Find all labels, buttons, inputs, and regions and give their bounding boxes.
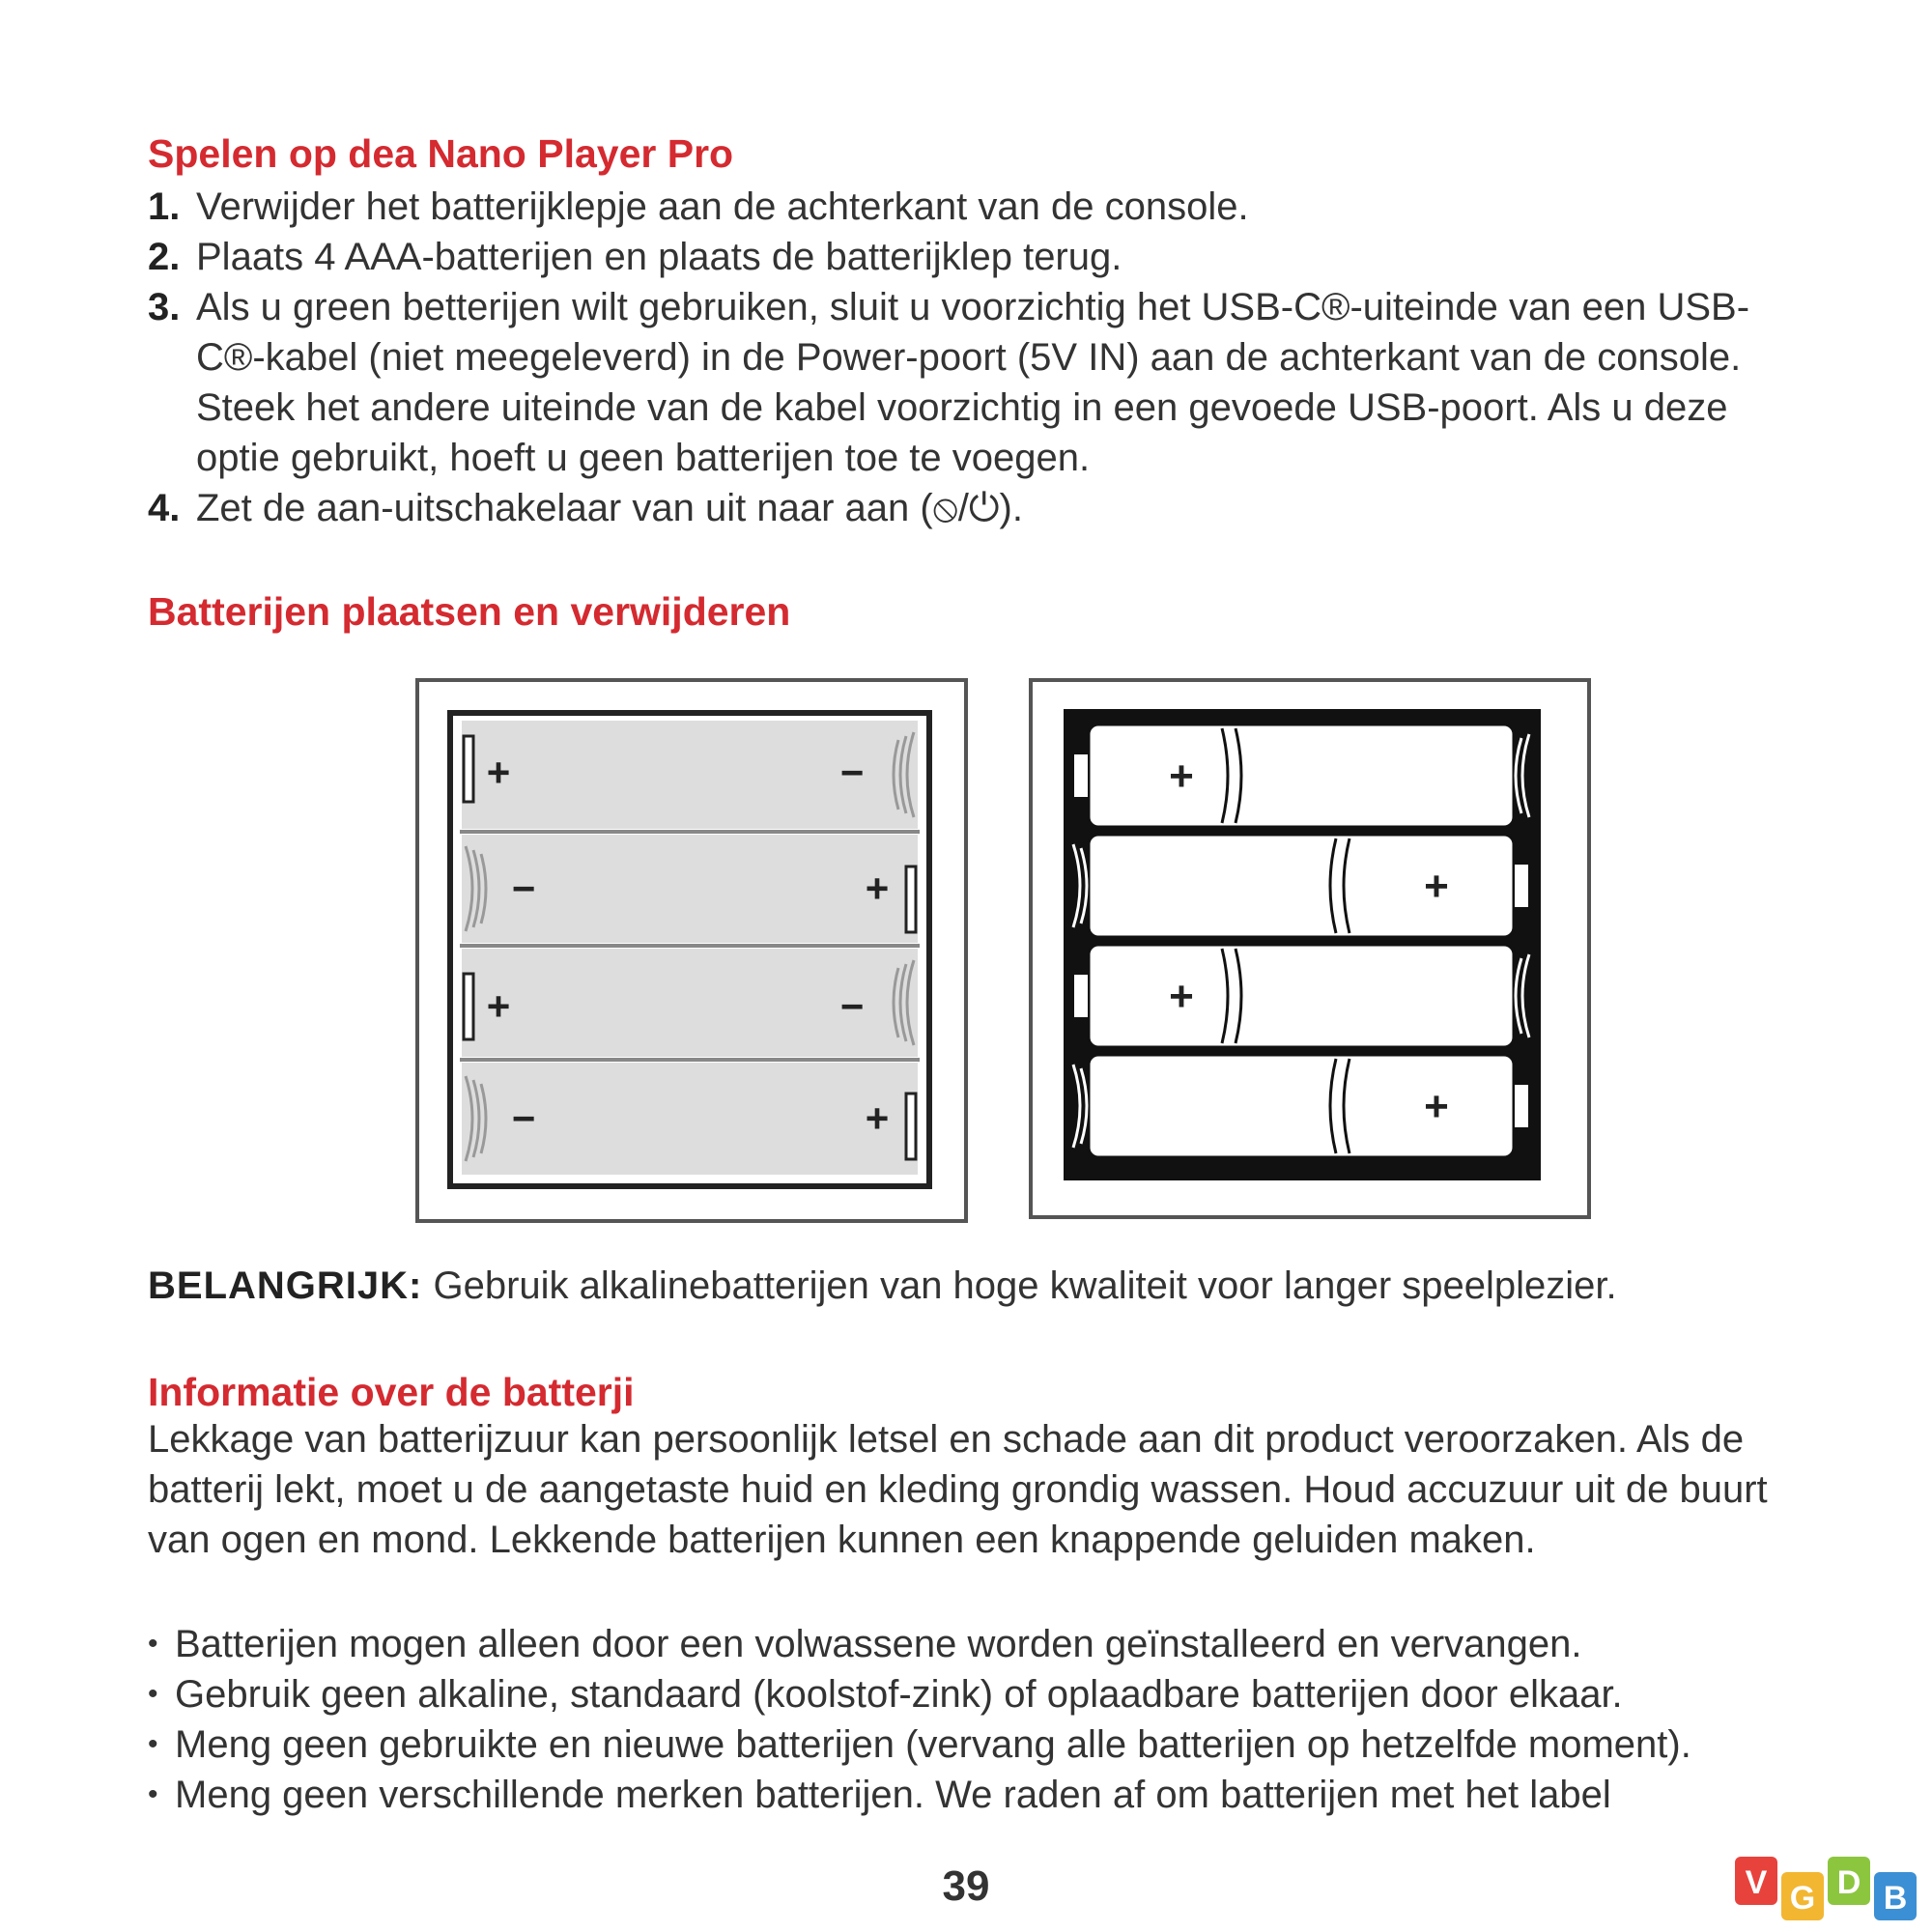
list-item: • Gebruik geen alkaline, standaard (koolstof-zink) of oplaadbare batterijen door elkaar. <box>148 1669 1809 1719</box>
important-note <box>148 1261 1617 1311</box>
step-text: Plaats 4 AAA-batterijen en plaats de batterijklep terug. <box>196 236 1122 278</box>
step-text: Als u green betterijen wilt gebruiken, sluit u voorzichtig het USB-C®-uiteinde van een USB-C®-kabel (niet meegeleverd) in de Power-poort (5V IN) aan de achterkant van de console. Steek het andere uiteinde van de kabel voorzichtig in een gevoede USB-poort. Als u deze optie gebruikt, hoeft u geen batterijen toe te voegen. <box>196 286 1750 479</box>
battery-plus-label: + <box>1424 1083 1449 1130</box>
section-title-batteries: Batterijen plaatsen en verwijderen <box>148 589 791 634</box>
list-item: • Meng geen verschillende merken batterijen. We raden af om batterijen met het label <box>148 1770 1809 1820</box>
step-number: 4. <box>148 487 181 529</box>
step-number: 3. <box>148 286 181 328</box>
vgdb-watermark-logo <box>1735 1853 1928 1926</box>
slot-polarity-label: + <box>865 1095 890 1141</box>
watermark-letter: G <box>1789 1880 1816 1917</box>
section-title-playing: Spelen op dea Nano Player Pro <box>148 131 734 176</box>
battery-plus-label: + <box>1424 863 1449 910</box>
step-item <box>148 232 1809 282</box>
slot-polarity-label: + <box>865 866 890 911</box>
slot-polarity-label: + <box>486 750 511 795</box>
instruction-steps <box>148 182 1809 533</box>
slot-polarity-label: + <box>486 983 511 1029</box>
battery-info-paragraph: Lekkage van batterijzuur kan persoonlijk letsel en schade aan dit product veroorzaken. Als de batterij lekt, moet u de aangetaste huid en kleding grondig wassen. Houd accuzuur uit de buurt van ogen en mond. Lekkende batterijen kunnen een knappende geluiden maken. <box>148 1418 1768 1561</box>
slot-polarity-label: − <box>839 750 865 795</box>
watermark-letter: D <box>1836 1864 1861 1901</box>
step-text: Zet de aan-uitschakelaar van uit naar aan (⦸/⏻). <box>196 487 1023 529</box>
list-item: • Batterijen mogen alleen door een volwassene worden geïnstalleerd en vervangen. <box>148 1619 1809 1669</box>
watermark-letter: V <box>1745 1864 1768 1901</box>
step-text: Verwijder het batterijklepje aan de achterkant van de console. <box>196 185 1249 228</box>
section-title-battery-info: Informatie over de batterji <box>148 1370 635 1414</box>
page-number: 39 <box>942 1862 990 1910</box>
important-text: Gebruik alkalinebatterijen van hoge kwaliteit voor langer speelplezier. <box>433 1264 1617 1307</box>
list-item: • Meng geen gebruikte en nieuwe batterijen (vervang alle batterijen op hetzelfde moment). <box>148 1719 1809 1770</box>
important-label: BELANGRIJK: <box>148 1264 423 1307</box>
step-item <box>148 483 1809 533</box>
step-number: 2. <box>148 236 181 278</box>
step-item <box>148 182 1809 232</box>
battery-compartment-filled-figure <box>1029 678 1591 1219</box>
battery-warnings-list <box>148 1619 1809 1820</box>
slot-polarity-label: − <box>511 866 536 911</box>
slot-polarity-label: − <box>511 1095 536 1141</box>
battery-plus-label: + <box>1169 753 1194 800</box>
slot-polarity-label: − <box>839 983 865 1029</box>
watermark-letter: B <box>1883 1880 1908 1917</box>
step-item <box>148 282 1809 483</box>
battery-compartment-empty-figure <box>415 678 968 1223</box>
battery-plus-label: + <box>1169 973 1194 1020</box>
step-number: 1. <box>148 185 181 228</box>
